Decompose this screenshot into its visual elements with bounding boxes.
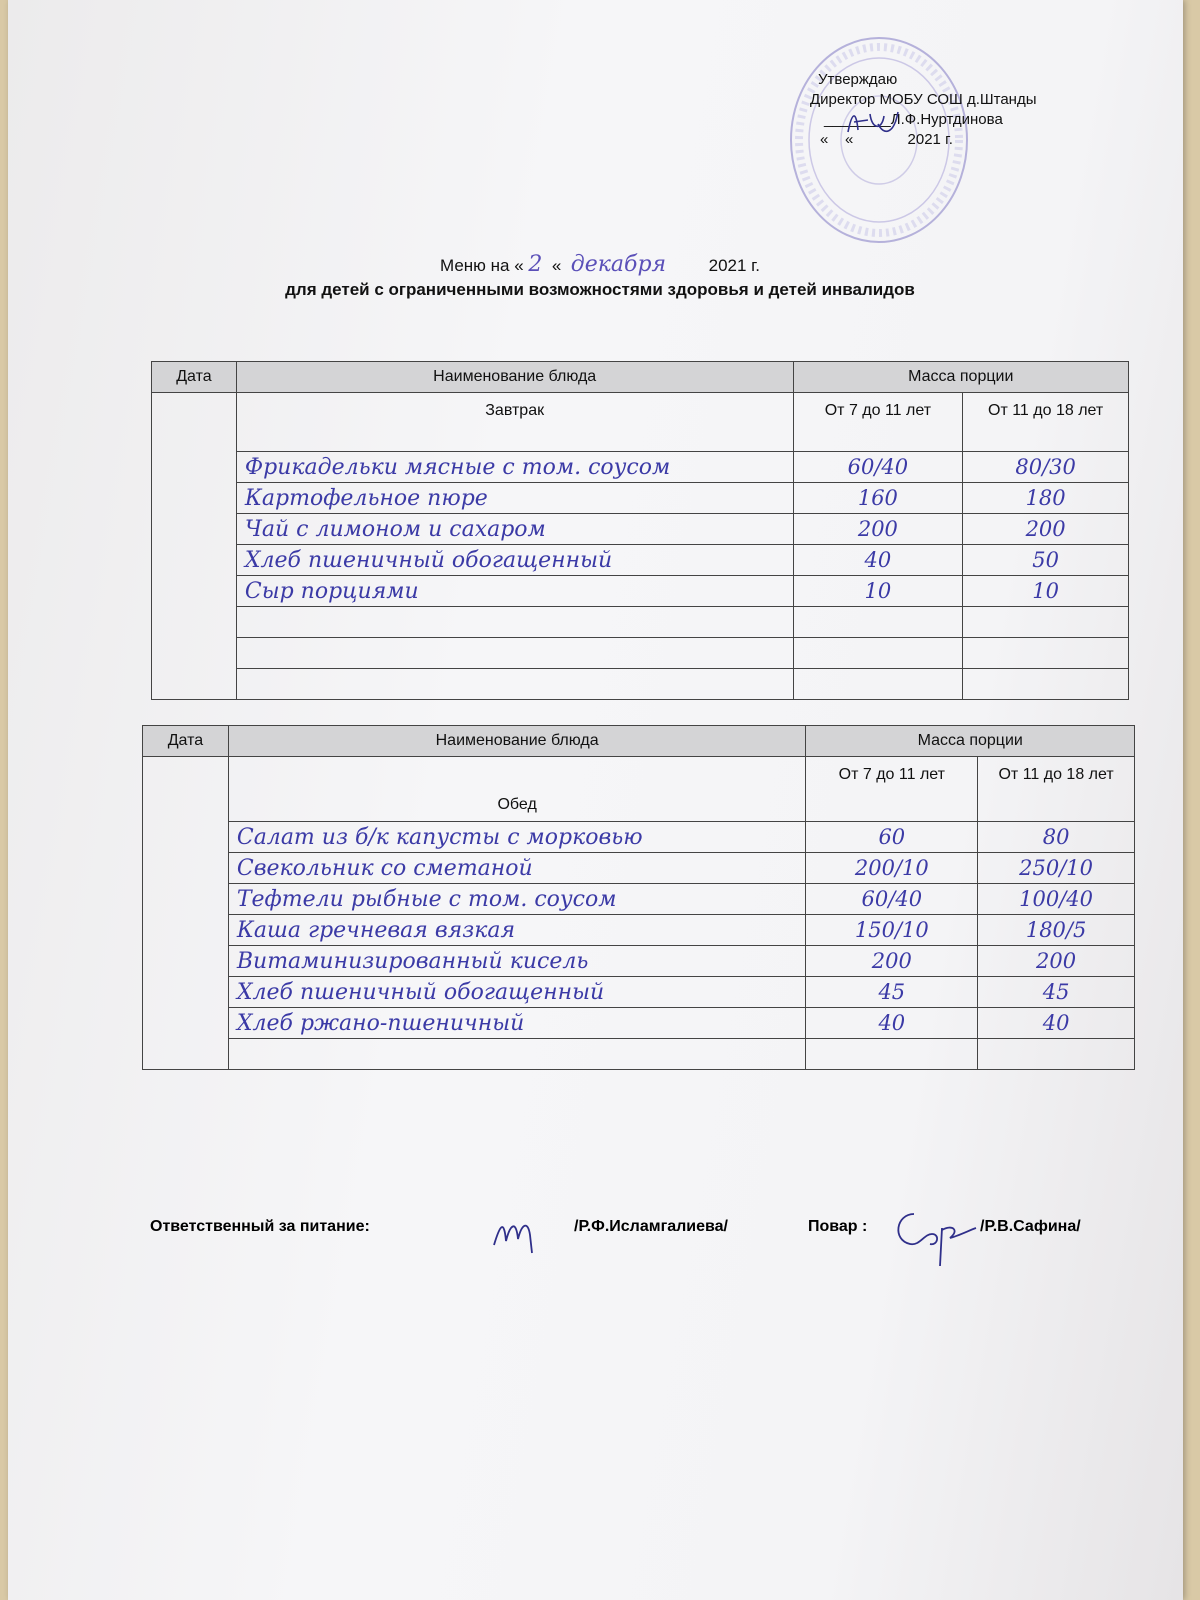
- header-dish: Наименование блюда: [236, 362, 793, 393]
- approval-line-4: « « 2021 г.: [820, 131, 953, 148]
- responsible-label: Ответственный за питание:: [150, 1218, 370, 1235]
- title-year: 2021 г.: [708, 256, 760, 275]
- mass-age-1: 60/40: [793, 452, 963, 483]
- title-quote: «: [551, 256, 562, 275]
- dish-name: Хлеб пшеничный обогащенный: [236, 545, 793, 576]
- meal-label: Обед: [228, 757, 806, 822]
- table-row: [152, 576, 1129, 607]
- mass-age-2: 50: [963, 545, 1129, 576]
- dish-name: Салат из б/к капусты с морковью: [228, 822, 806, 853]
- dish-name: Хлеб пшеничный обогащенный: [228, 977, 806, 1008]
- table-row-empty: [143, 1039, 1135, 1070]
- cook-label: Повар :: [808, 1218, 868, 1235]
- mass-age-1: 10: [793, 576, 963, 607]
- mass-age-2: 200: [963, 514, 1129, 545]
- dish-name: Витаминизированный кисель: [228, 946, 806, 977]
- table-row: [143, 853, 1135, 884]
- table-row: [152, 483, 1129, 514]
- mass-age-1: 200/10: [806, 853, 978, 884]
- mass-age-2: 200: [978, 946, 1135, 977]
- mass-age-2: 80/30: [963, 452, 1129, 483]
- meal-label: Завтрак: [236, 393, 793, 452]
- header-age-1: От 7 до 11 лет: [806, 757, 978, 822]
- responsible-name: /Р.Ф.Исламгалиева/: [574, 1218, 728, 1235]
- menu-title: [0, 252, 1200, 277]
- table-row: [152, 452, 1129, 483]
- mass-age-1: 40: [806, 1008, 978, 1039]
- title-day: 2: [528, 252, 543, 277]
- mass-age-2: 180/5: [978, 915, 1135, 946]
- director-signature: [842, 104, 902, 140]
- director-name: Л.Ф.Нуртдинова: [890, 111, 1003, 128]
- dish-name: Картофельное пюре: [236, 483, 793, 514]
- approval-line-3: ________Л.Ф.Нуртдинова: [824, 111, 1003, 128]
- mass-age-2: 40: [978, 1008, 1135, 1039]
- mass-age-2: 100/40: [978, 884, 1135, 915]
- mass-age-1: 45: [806, 977, 978, 1008]
- breakfast-table: [151, 361, 1129, 700]
- table-row: [143, 915, 1135, 946]
- mass-age-2: 180: [963, 483, 1129, 514]
- mass-age-1: 150/10: [806, 915, 978, 946]
- mass-age-1: 160: [793, 483, 963, 514]
- table-row: [152, 514, 1129, 545]
- table-row-empty: [152, 638, 1129, 669]
- header-dish: Наименование блюда: [228, 726, 806, 757]
- approval-line-1: Утверждаю: [818, 71, 898, 88]
- title-prefix: Меню на «: [439, 256, 524, 275]
- title-month: декабря: [570, 252, 667, 277]
- dish-name: Тефтели рыбные с том. соусом: [228, 884, 806, 915]
- mass-age-2: 250/10: [978, 853, 1135, 884]
- approval-line-2: Директор МОБУ СОШ д.Штанды: [810, 91, 1037, 108]
- dish-name: Фрикадельки мясные с том. соусом: [236, 452, 793, 483]
- dish-name: Чай с лимоном и сахаром: [236, 514, 793, 545]
- mass-age-2: 45: [978, 977, 1135, 1008]
- mass-age-2: 10: [963, 576, 1129, 607]
- date-cell: [143, 757, 229, 1070]
- menu-subtitle: для детей с ограниченными возможностями здоровья и детей инвалидов: [285, 280, 915, 299]
- table-row: [143, 946, 1135, 977]
- date-cell: [152, 393, 237, 700]
- table-row-empty: [152, 607, 1129, 638]
- mass-age-1: 60: [806, 822, 978, 853]
- table-row: [152, 545, 1129, 576]
- header-date: Дата: [152, 362, 237, 393]
- header-mass: Масса порции: [806, 726, 1135, 757]
- mass-age-1: 60/40: [806, 884, 978, 915]
- lunch-table: [142, 725, 1135, 1070]
- table-row-empty: [152, 669, 1129, 700]
- dish-name: Сыр порциями: [236, 576, 793, 607]
- cook-signature: [888, 1200, 978, 1270]
- header-mass: Масса порции: [793, 362, 1128, 393]
- mass-age-1: 200: [806, 946, 978, 977]
- table-row: [143, 1008, 1135, 1039]
- table-row: [143, 822, 1135, 853]
- mass-age-1: 40: [793, 545, 963, 576]
- dish-name: Каша гречневая вязкая: [228, 915, 806, 946]
- mass-age-2: 80: [978, 822, 1135, 853]
- cook-name: /Р.В.Сафина/: [980, 1218, 1081, 1235]
- header-age-2: От 11 до 18 лет: [963, 393, 1129, 452]
- table-row: [143, 977, 1135, 1008]
- responsible-signature: [488, 1205, 548, 1255]
- table-row: [143, 884, 1135, 915]
- header-date: Дата: [143, 726, 229, 757]
- header-age-1: От 7 до 11 лет: [793, 393, 963, 452]
- dish-name: Хлеб ржано-пшеничный: [228, 1008, 806, 1039]
- mass-age-1: 200: [793, 514, 963, 545]
- header-age-2: От 11 до 18 лет: [978, 757, 1135, 822]
- dish-name: Свекольник со сметаной: [228, 853, 806, 884]
